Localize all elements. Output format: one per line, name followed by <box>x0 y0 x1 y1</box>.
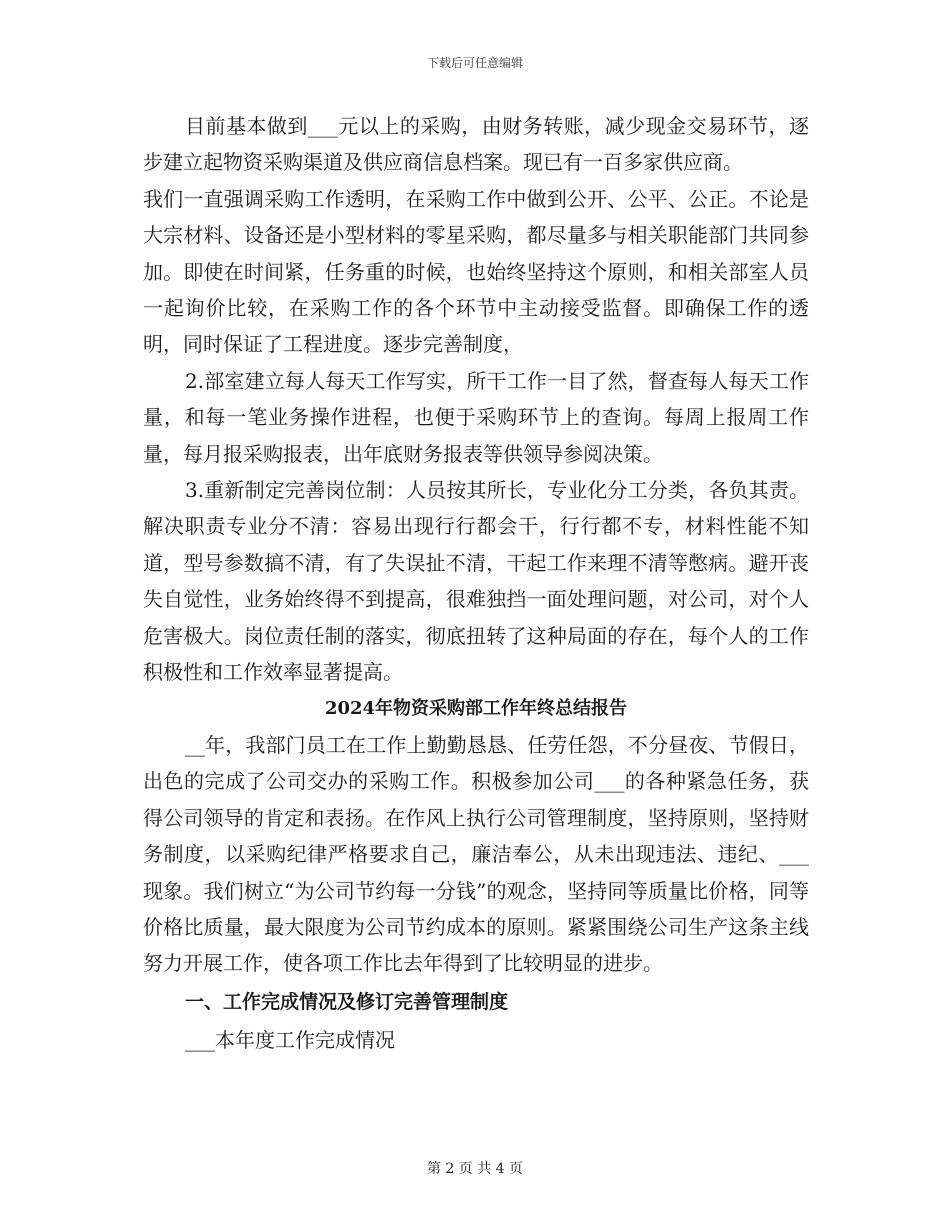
section-first-line: ___本年度工作完成情况 <box>185 1027 395 1052</box>
paragraph-procurement-transparency: 我们一直强调采购工作透明，在采购工作中做到公开、公平、公正。不论是大宗材料、设备还是小型材料的零星采购，都尽量多与相关职能部门共同参加。即使在时间紧，任务重的时候，也始终坚持这个原则，和相关部室人员一起询价比较，在采购工作的各个环节中主动接受监督。即确保工作的透明，同时保证了工程进度。逐步完善制度， <box>143 186 809 357</box>
paragraph-post-responsibility: 3.重新制定完善岗位制：人员按其所长，专业化分工分类，各负其责。解决职责专业分不清：容易出现行行都会干，行行都不专，材料性能不知道，型号参数搞不清，有了失误扯不清，干起工作来理不清等憋病。避开丧失自觉性，业务始终得不到提高，很难独挡一面处理问题，对公司，对个人危害极大。岗位责任制的落实，彻底扭转了这种局面的存在，每个人的工作积极性和工作效率显著提高。 <box>143 478 809 685</box>
document-body <box>143 108 809 1058</box>
page-footer: 第 2 页 共 4 页 <box>426 1161 524 1177</box>
paragraph-procurement-transfer: 目前基本做到___元以上的采购，由财务转账，减少现金交易环节，逐步建立起物资采购渠道及供应商信息档案。现已有一百多家供应商。 <box>143 114 809 175</box>
page-header-note: 下载后可任意编辑 <box>426 56 523 70</box>
paragraph-daily-work-record: 2.部室建立每人每天工作写实，所干工作一目了然，督查每人每天工作量，和每一笔业务操作进程，也便于采购环节上的查询。每周上报周工作量，每月报采购报表，出年底财务报表等供领导参阅决策。 <box>143 368 809 466</box>
report-title: 2024年物资采购部工作年终总结报告 <box>324 697 628 719</box>
paragraph-report-intro: __年，我部门员工在工作上勤勤恳恳、任劳任怨，不分昼夜、节假日，出色的完成了公司交办的采购工作。积极参加公司___的各种紧急任务，获得公司领导的肯定和表扬。在作风上执行公司管理制度，坚持原则，坚持财务制度，以采购纪律严格要求自己，廉洁奉公，从未出现违法、违纪、___现象。我们树立“为公司节约每一分钱”的观念，坚持同等质量比价格，同等价格比质量，最大限度为公司节约成本的原则。紧紧围绕公司生产这条主线努力开展工作，使各项工作比去年得到了比较明显的进步。 <box>143 732 809 976</box>
section-heading: 一、工作完成情况及修订完善管理制度 <box>185 990 509 1013</box>
